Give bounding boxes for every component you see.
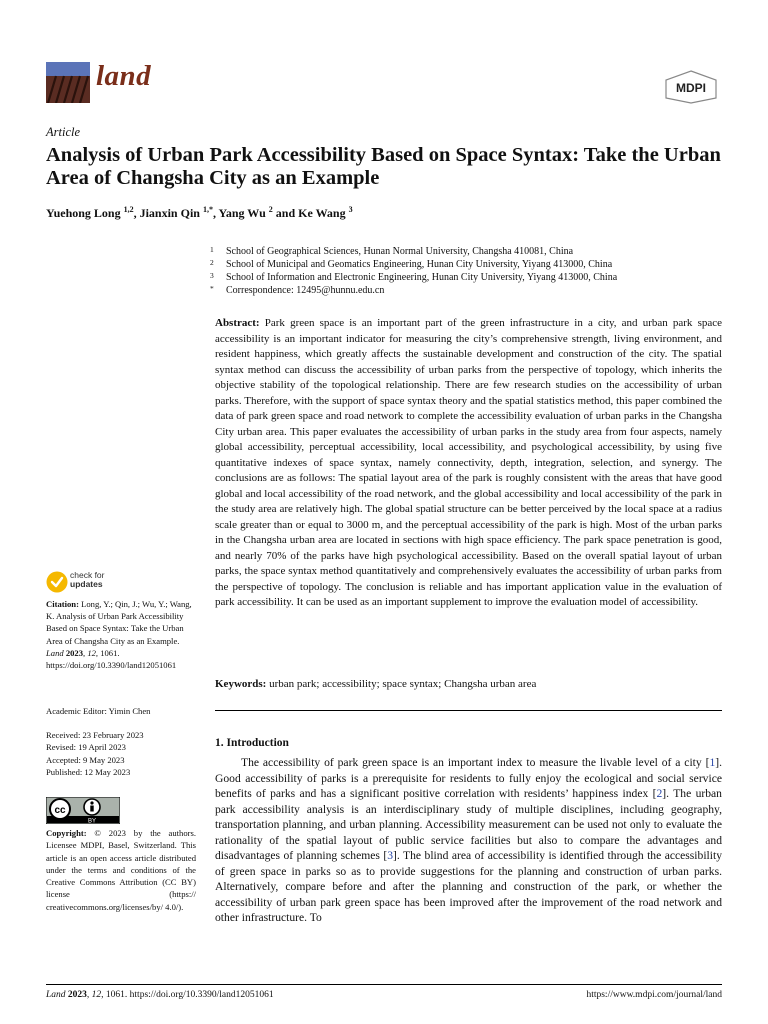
affiliation-row xyxy=(210,245,730,258)
author-name[interactable]: Yuehong Long xyxy=(46,206,121,220)
footer-doi-link[interactable]: , 1061. https://doi.org/10.3390/land12051061 xyxy=(101,990,274,1000)
citation: Citation: Long, Y.; Qin, J.; Wu, Y.; Wang, K. Analysis of Urban Park Accessibility Based on Space Syntax: Take the Urban Area of Changsha City as an Example. Land 2023, 12, 1061. https://doi.org/10.3390/land12051061 xyxy=(46,599,192,671)
reference-link[interactable]: 1 xyxy=(709,756,716,769)
article-type: Article xyxy=(46,125,81,139)
affiliation-mark: * xyxy=(210,284,214,293)
section-divider xyxy=(215,710,722,711)
affiliations xyxy=(210,245,730,297)
mdpi-logo[interactable] xyxy=(664,70,718,104)
affiliation-mark: 3 xyxy=(210,271,214,280)
footer-citation: Land 2023, 12, 1061. https://doi.org/10.3390/land12051061 xyxy=(46,990,274,1000)
author-name[interactable]: Yang Wu xyxy=(218,206,266,220)
affiliation-mark: 2 xyxy=(210,258,214,267)
footer-divider xyxy=(46,984,722,985)
author-name[interactable]: Ke Wang xyxy=(298,206,346,220)
citation-doi[interactable]: , 1061. https://doi.org/10.3390/land12051061 xyxy=(46,647,177,671)
section-heading: 1. Introduction xyxy=(215,737,289,749)
received-date: Received: 23 February 2023 xyxy=(46,730,144,740)
article-title: Analysis of Urban Park Accessibility Based on Space Syntax: Take the Urban Area of Changsha City as an Example xyxy=(46,144,721,189)
correspondence-text[interactable]: Correspondence: 12495@hunnu.edu.cn xyxy=(226,285,385,296)
revised-date: Revised: 19 April 2023 xyxy=(46,742,126,753)
author-affiliation-mark: 3 xyxy=(348,205,353,214)
accepted-date: Accepted: 9 May 2023 xyxy=(46,754,125,765)
affiliation-text: School of Municipal and Geomatics Engineering, Hunan City University, Yiyang 413000, China xyxy=(226,259,613,270)
abstract xyxy=(215,316,722,611)
affiliation-row xyxy=(210,271,730,284)
journal-url-link[interactable]: https://www.mdpi.com/journal/land xyxy=(586,990,722,1000)
keywords xyxy=(215,677,722,693)
reference-link[interactable]: 3 xyxy=(387,849,394,862)
author-name[interactable]: Jianxin Qin xyxy=(139,206,200,220)
affiliation-row xyxy=(210,258,730,271)
intro-paragraph: The accessibility of park green space is an important index to measure the livable level of a city [1]. Good accessibility of parks is a prerequisite for residents to fully enjoy the ecological and social service benefits of parks and has a significant positive correlation with residents’ happiness index [2]. The urban park accessibility analysis is an interdisciplinary study of multiple disciplines, including geography, transportation planning, and urban planning. Accessibility measurement can be used not only to evaluate the rationality of the spatial layout of public service facilities but also to compare the advantages and disadvantages of planning schemes [3]. The blind area of accessibility is identified through the accessibility of green space in parks so as to provide suggestions for the planning and construction of urban parks. Alternatively, compare before and after the planning and construction of the park, or whether the accessibility of urban park green space has been improved after the improvement of the road network and other infrastructure. To xyxy=(215,756,723,924)
author-affiliation-mark: 2 xyxy=(268,205,273,214)
cc-by-license-icon[interactable] xyxy=(46,797,120,824)
citation-label: Citation: xyxy=(46,599,79,609)
svg-text:cc: cc xyxy=(54,805,66,816)
copyright-notice: Copyright: © 2023 by the authors. Licensee MDPI, Basel, Switzerland. This article is an open access article distributed under the terms and conditions of the Creative Commons Attribution (CC BY) license (https:// creativecommons.org/licenses/by/ 4.0/). xyxy=(46,828,196,912)
author-affiliation-mark: 1,2 xyxy=(123,205,134,214)
author-list: Yuehong Long $^{1,2}$, Jianxin Qin $^{1,*}$, Yang Wu $^2$ and Ke Wang $^3$ xyxy=(46,205,353,220)
article-dates xyxy=(46,729,144,778)
affiliation-row xyxy=(210,284,730,297)
journal-logo xyxy=(46,62,90,103)
affiliation-text: School of Information and Electronic Engineering, Hunan City University, Yiyang 413000, China xyxy=(226,272,618,283)
svg-text:MDPI: MDPI xyxy=(676,81,706,95)
copyright-label: Copyright: xyxy=(46,828,87,838)
keywords-label: Keywords: xyxy=(215,678,267,690)
author-affiliation-mark: 1,* xyxy=(202,205,213,214)
abstract-label: Abstract: xyxy=(215,317,260,329)
reference-link[interactable]: 2 xyxy=(656,787,663,800)
check-for-updates-icon[interactable] xyxy=(46,569,186,595)
svg-text:BY: BY xyxy=(87,818,97,824)
affiliation-text: School of Geographical Sciences, Hunan Normal University, Changsha 410081, China xyxy=(226,246,574,257)
check-for-updates-label[interactable]: check for updates xyxy=(70,570,105,589)
published-date: Published: 12 May 2023 xyxy=(46,766,131,777)
journal-name: land xyxy=(96,60,152,92)
academic-editor: Academic Editor: Yimin Chen xyxy=(46,706,151,716)
keywords-text: urban park; accessibility; space syntax; Changsha urban area xyxy=(269,678,537,690)
affiliation-mark: 1 xyxy=(210,245,214,254)
abstract-text: Park green space is an important part of the green infrastructure in a city, and urban park space accessibility is an important indicator for measuring the city’s comprehensive strength, living environment, and resident happiness, which greatly affects the sustainable development and construction of the city. The spatial syntax method can discuss the accessibility of urban parks from the perspective of topology, which inherits the objective stability of the topological relationship. There are few research studies on the accessibility of urban parks. Therefore, with the support of space syntax theory and the spatial statistics method, this paper combined the data of park green space and road network to complete the accessibility evaluation of urban parks in the Changsha City urban area. This paper evaluates the accessibility of urban parks in the study area from four aspects, namely global accessibility, perceptual accessibility, local accessibility, and psychological accessibility, by using five quantitative indexes of space syntax, namely connectivity, depth, integration, selection, and synergy. The conclusions are as follows: The spatial layout area of the park is roughly consistent with the areas that have good global and local accessibility of the road network, and the global accessibility and local accessibility of the park in the study area are relatively high. The global spatial structure can be better perceived by the local space at a radius scale greater than or equal to 3000 m, and the perceptual accessibility of the park is high. Most of the urban parks in the Changsha urban area are located in sections with high space efficiency. The park space penetration is good, and nearly 70% of the parks have high psychological accessibility. Based on the overall spatial layout of urban parks, the space syntax method quantitatively and comprehensively evaluates the accessibility of urban parks from the perspective of topology. The conclusion is reliable and has important application value in the evaluation of park accessibility. It can be used as an important supplement to improve the evaluation model of accessibility. xyxy=(215,317,723,608)
